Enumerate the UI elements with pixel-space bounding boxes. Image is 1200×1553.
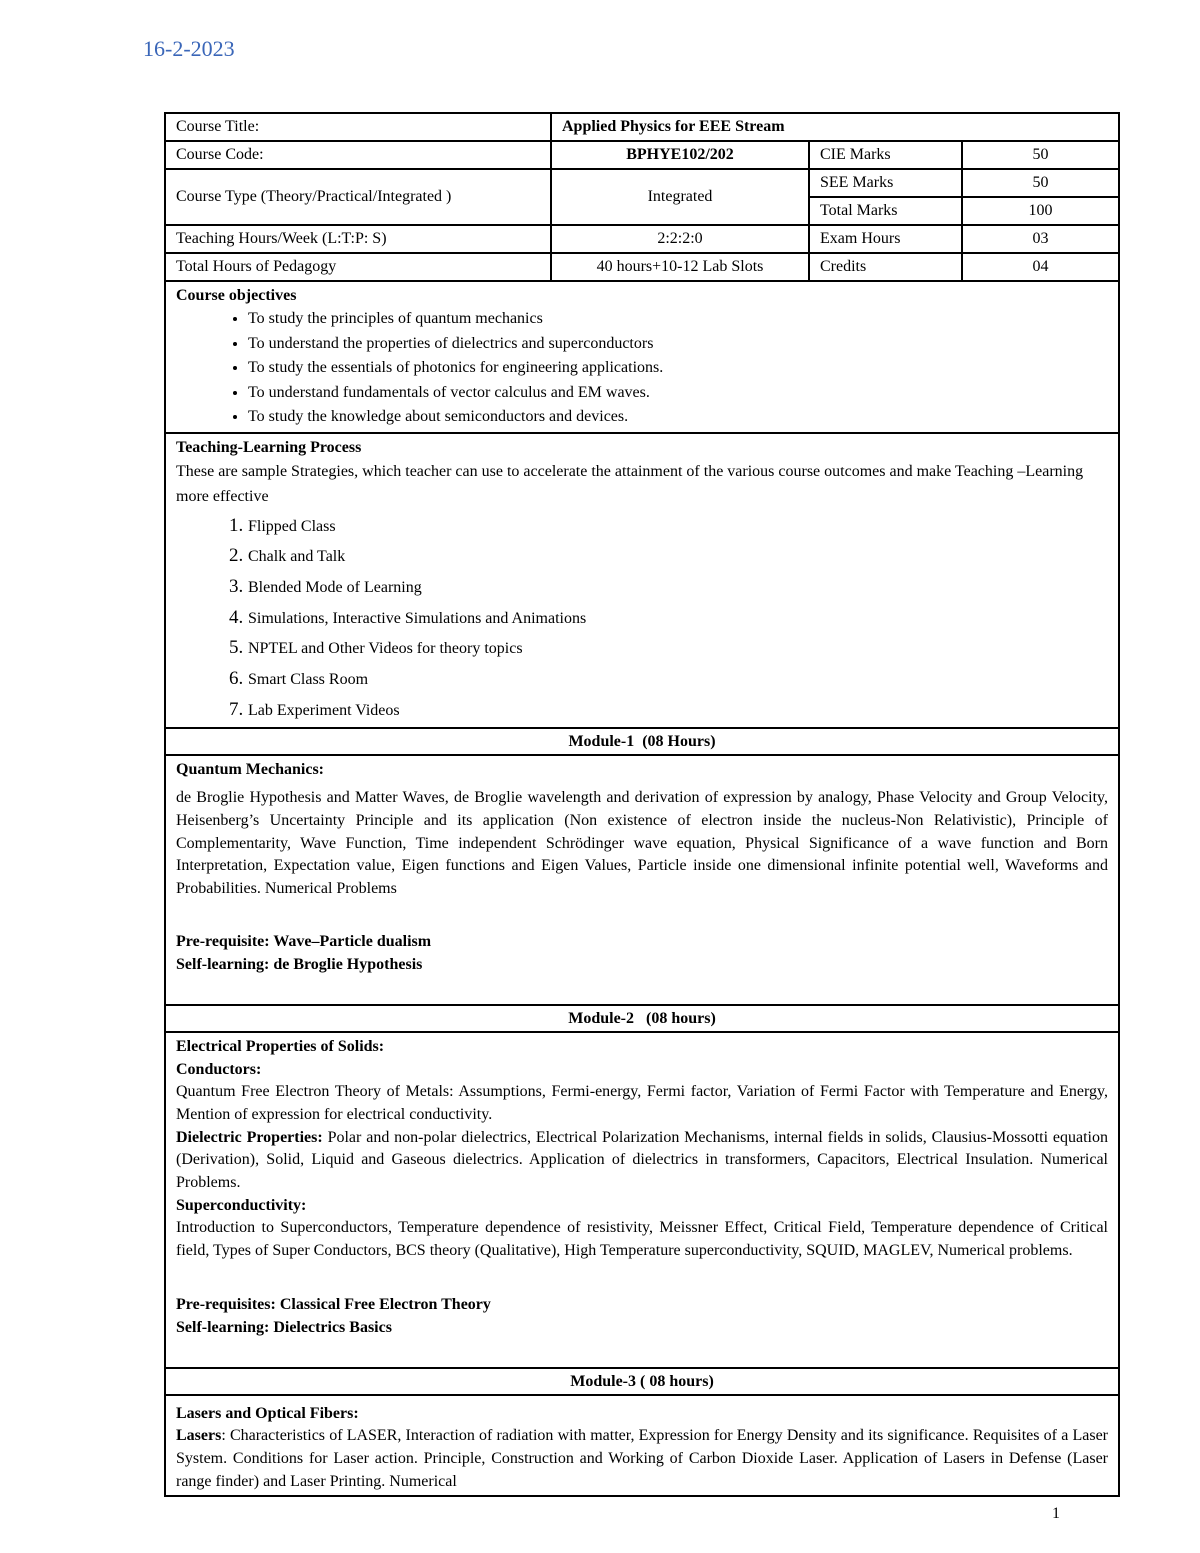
cie-marks-value: 50 [962,141,1119,169]
list-item: 2. Chalk and Talk [248,541,1108,572]
objectives-list [176,307,1108,430]
list-item: • To study the knowledge about semiconductors and devices. [248,405,1108,430]
module-1-body: de Broglie Hypothesis and Matter Waves, de Broglie wavelength and derivation of expression by analogy, Phase Velocity and Group Velocity, Heisenberg’s Uncertainty Principle and its application (Non existence of electron inside the nucleus-Non Relativistic), Principle of Complementarity, Wave Function, Time independent Schrödinger wave equation, Physical Significance of a wave function and Born Interpretation, Expectation value, Eigen functions and Eigen Values, Particle inside one dimensional infinite potential well, Waveforms and Probabilities. Numerical Problems [176,789,1108,897]
superconductivity-body: Introduction to Superconductors, Temperature dependence of resistivity, Meissner Effect, Critical Field, Temperature dependence of Critical field, Types of Super Conductors, BCS theory (Qualitative), High Temperature superconductivity, SQUID, MAGLEV, Numerical problems. [176,1219,1108,1259]
pedagogy-label: Total Hours of Pedagogy [165,253,551,281]
conductors-body: Quantum Free Electron Theory of Metals: Assumptions, Fermi-energy, Fermi factor, Variation of Fermi Factor with Temperature and Energy, Mention of expression for electrical conductivity. [176,1083,1108,1124]
list-item: 6. Smart Class Room [248,664,1108,695]
document-date: 16-2-2023 [143,36,235,61]
module-2-heading: Module-2 (08 hours) [165,1005,1119,1032]
module-1-content-row [165,755,1119,1005]
module-2-topic: Electrical Properties of Solids: [176,1038,385,1056]
lasers-paragraph [176,1425,1108,1493]
dielectric-label: Dielectric Properties: [176,1128,323,1146]
teaching-heading: Teaching-Learning Process [176,438,362,456]
module-1-topic: Quantum Mechanics: [176,761,324,779]
credits-value: 04 [962,253,1119,281]
module-3-cell [165,1395,1119,1496]
cie-marks-label: CIE Marks [809,141,962,169]
course-code-row [165,141,1119,169]
conductors-label: Conductors: [176,1061,262,1079]
page-number: 1 [1052,1505,1060,1522]
module-1-header-row [165,728,1119,755]
module-3-header-row [165,1368,1119,1395]
list-item: 4. Simulations, Interactive Simulations and Animations [248,603,1108,634]
course-title-row [165,113,1119,141]
teaching-hours-value: 2:2:2:0 [551,225,809,253]
list-item: 5. NPTEL and Other Videos for theory topics [248,633,1108,664]
superconductivity-label: Superconductivity: [176,1197,307,1215]
course-code-value: BPHYE102/202 [551,141,809,169]
credits-label: Credits [809,253,962,281]
module-2-prerequisite: Pre-requisites: Classical Free Electron Theory [176,1295,491,1313]
dielectric-body: Polar and non-polar dielectrics, Electrical Polarization Mechanisms, internal fields in solids, Clausius-Mossotti equation (Derivation), Solid, Liquid and Gaseous dielectrics. Application of dielectrics in transformers, Capacitors, Electrical Insulation. Numerical Problems. [176,1128,1109,1191]
module-2-header-row [165,1005,1119,1032]
teaching-strategies-list [176,511,1108,726]
total-marks-label: Total Marks [809,197,962,225]
list-item: 7. Lab Experiment Videos [248,695,1108,726]
list-item: • To understand the properties of dielectrics and superconductors [248,332,1108,357]
module-3-topic: Lasers and Optical Fibers: [176,1405,359,1423]
course-type-label: Course Type (Theory/Practical/Integrated ) [165,169,551,225]
list-item: • To study the essentials of photonics for engineering applications. [248,356,1108,381]
pedagogy-value: 40 hours+10-12 Lab Slots [551,253,809,281]
list-item: 1. Flipped Class [248,511,1108,542]
objectives-cell [165,281,1119,433]
course-type-value: Integrated [551,169,809,225]
objectives-heading: Course objectives [176,287,297,304]
module-1-prerequisite: Pre-requisite: Wave–Particle dualism [176,933,432,951]
course-type-row [165,169,1119,197]
objectives-row [165,281,1119,433]
pedagogy-row [165,253,1119,281]
lasers-body: : Characteristics of LASER, Interaction of radiation with matter, Expression for Energy Density and its significance. Requisites of a Laser System. Conditions for Laser action. Principle, Construction and Working of Carbon Dioxide Laser. Application of Lasers in Defense (Laser range finder) and Laser Printing. Numerical [176,1427,1108,1490]
list-item: • To study the principles of quantum mechanics [248,307,1108,332]
module-1-cell [165,755,1119,1005]
dielectric-paragraph [176,1127,1108,1195]
teaching-hours-label: Teaching Hours/Week (L:T:P: S) [165,225,551,253]
module-1-self-learning: Self-learning: de Broglie Hypothesis [176,956,423,974]
list-item: 3. Blended Mode of Learning [248,572,1108,603]
teaching-process-cell [165,433,1119,729]
lasers-label: Lasers [176,1427,222,1445]
see-marks-value: 50 [962,169,1119,197]
exam-hours-label: Exam Hours [809,225,962,253]
course-title-label: Course Title: [165,113,551,141]
syllabus-table [164,112,1120,1497]
course-code-label: Course Code: [165,141,551,169]
teaching-process-row [165,433,1119,729]
course-title-value: Applied Physics for EEE Stream [551,113,1119,141]
exam-hours-value: 03 [962,225,1119,253]
module-2-cell [165,1032,1119,1368]
teaching-intro: These are sample Strategies, which teacher can use to accelerate the attainment of the various course outcomes and make Teaching –Learning more effective [176,462,1084,505]
module-1-heading: Module-1 (08 Hours) [165,728,1119,755]
total-marks-value: 100 [962,197,1119,225]
module-2-self-learning: Self-learning: Dielectrics Basics [176,1318,392,1336]
module-3-heading: Module-3 ( 08 hours) [165,1368,1119,1395]
module-2-content-row [165,1032,1119,1368]
teaching-hours-row [165,225,1119,253]
list-item: • To understand fundamentals of vector calculus and EM waves. [248,381,1108,406]
see-marks-label: SEE Marks [809,169,962,197]
module-3-content-row [165,1395,1119,1496]
